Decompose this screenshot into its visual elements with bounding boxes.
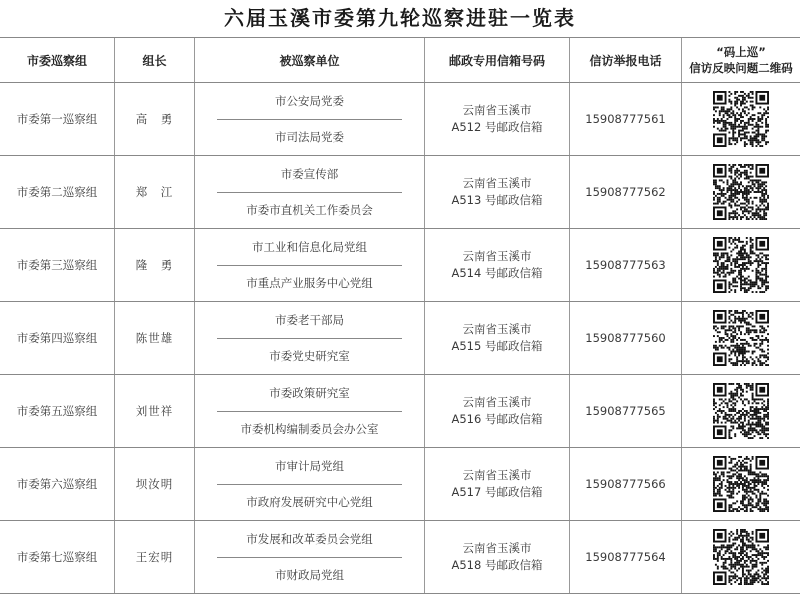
header-leader: 组长 [115,38,195,82]
mailbox-number: A515 号邮政信箱 [451,339,543,353]
unit-primary: 市委政策研究室 [217,375,402,412]
header-qr-line1: “码上巡” [716,45,766,59]
group-cell: 市委第四巡察组 [0,302,115,374]
qr-code-icon[interactable] [713,529,769,585]
phone-cell: 15908777562 [570,156,682,228]
leader-name: 陈世雄 [135,331,174,345]
unit-secondary: 市委党史研究室 [269,349,350,364]
table-row [0,448,800,521]
qr-code-icon[interactable] [713,237,769,293]
mailbox-city: 云南省玉溪市 [462,395,532,409]
qr-code-icon[interactable] [713,383,769,439]
mailbox-city: 云南省玉溪市 [462,541,532,555]
unit-primary: 市委老干部局 [217,302,402,339]
phone-cell: 15908777566 [570,448,682,520]
unit-primary: 市工业和信息化局党组 [217,229,402,266]
mailbox-cell [425,521,570,593]
header-mailbox: 邮政专用信箱号码 [425,38,570,82]
mailbox-cell [425,229,570,301]
page-title: 六届玉溪市委第九轮巡察进驻一览表 [224,6,576,30]
group-cell: 市委第六巡察组 [0,448,115,520]
inspection-table [0,37,800,594]
mailbox-city: 云南省玉溪市 [462,468,532,482]
group-cell: 市委第七巡察组 [0,521,115,593]
qr-cell [682,521,800,593]
unit-secondary: 市委机构编制委员会办公室 [240,422,379,437]
unit-primary: 市委宣传部 [217,156,402,193]
leader-name: 郑 江 [135,185,174,199]
mailbox-cell [425,375,570,447]
unit-secondary: 市政府发展研究中心党组 [246,495,373,510]
phone-cell: 15908777565 [570,375,682,447]
mailbox-number: A512 号邮政信箱 [451,120,543,134]
mailbox-number: A518 号邮政信箱 [451,558,543,572]
qr-cell [682,156,800,228]
leader-cell [115,375,195,447]
qr-code-icon[interactable] [713,456,769,512]
leader-name: 高 勇 [135,112,174,126]
table-row [0,229,800,302]
qr-cell [682,375,800,447]
unit-secondary: 市司法局党委 [275,130,344,145]
table-row [0,156,800,229]
leader-cell [115,83,195,155]
qr-code-icon[interactable] [713,91,769,147]
qr-cell [682,83,800,155]
leader-name: 隆 勇 [135,258,174,272]
unit-secondary: 市委市直机关工作委员会 [246,203,373,218]
qr-code-icon[interactable] [713,164,769,220]
phone-cell: 15908777564 [570,521,682,593]
header-phone: 信访举报电话 [570,38,682,82]
unit-secondary: 市财政局党组 [275,568,344,583]
phone-cell: 15908777563 [570,229,682,301]
table-row [0,83,800,156]
header-group: 市委巡察组 [0,38,115,82]
leader-name: 坝汝明 [135,477,174,491]
units-cell [195,229,425,301]
leader-cell [115,302,195,374]
mailbox-city: 云南省玉溪市 [462,103,532,117]
units-cell [195,83,425,155]
mailbox-cell [425,302,570,374]
header-units: 被巡察单位 [195,38,425,82]
table-row [0,375,800,448]
qr-code-icon[interactable] [713,310,769,366]
table-row [0,302,800,375]
table-header-row [0,38,800,83]
leader-cell [115,156,195,228]
leader-name: 王宏明 [135,550,174,564]
phone-cell: 15908777560 [570,302,682,374]
units-cell [195,521,425,593]
leader-name: 刘世祥 [135,404,174,418]
unit-secondary: 市重点产业服务中心党组 [246,276,373,291]
table-body [0,83,800,594]
mailbox-cell [425,448,570,520]
mailbox-number: A514 号邮政信箱 [451,266,543,280]
mailbox-city: 云南省玉溪市 [462,176,532,190]
mailbox-city: 云南省玉溪市 [462,249,532,263]
units-cell [195,375,425,447]
mailbox-number: A517 号邮政信箱 [451,485,543,499]
group-cell: 市委第五巡察组 [0,375,115,447]
phone-cell: 15908777561 [570,83,682,155]
mailbox-number: A513 号邮政信箱 [451,193,543,207]
leader-cell [115,521,195,593]
group-cell: 市委第一巡察组 [0,83,115,155]
leader-cell [115,229,195,301]
group-cell: 市委第二巡察组 [0,156,115,228]
table-row [0,521,800,594]
unit-primary: 市审计局党组 [217,448,402,485]
mailbox-city: 云南省玉溪市 [462,322,532,336]
header-qr [682,38,800,82]
unit-primary: 市发展和改革委员会党组 [217,521,402,558]
mailbox-cell [425,83,570,155]
header-qr-line2: 信访反映问题二维码 [689,61,793,75]
mailbox-cell [425,156,570,228]
qr-cell [682,448,800,520]
units-cell [195,448,425,520]
group-cell: 市委第三巡察组 [0,229,115,301]
mailbox-number: A516 号邮政信箱 [451,412,543,426]
qr-cell [682,229,800,301]
qr-cell [682,302,800,374]
units-cell [195,302,425,374]
unit-primary: 市公安局党委 [217,83,402,120]
leader-cell [115,448,195,520]
units-cell [195,156,425,228]
